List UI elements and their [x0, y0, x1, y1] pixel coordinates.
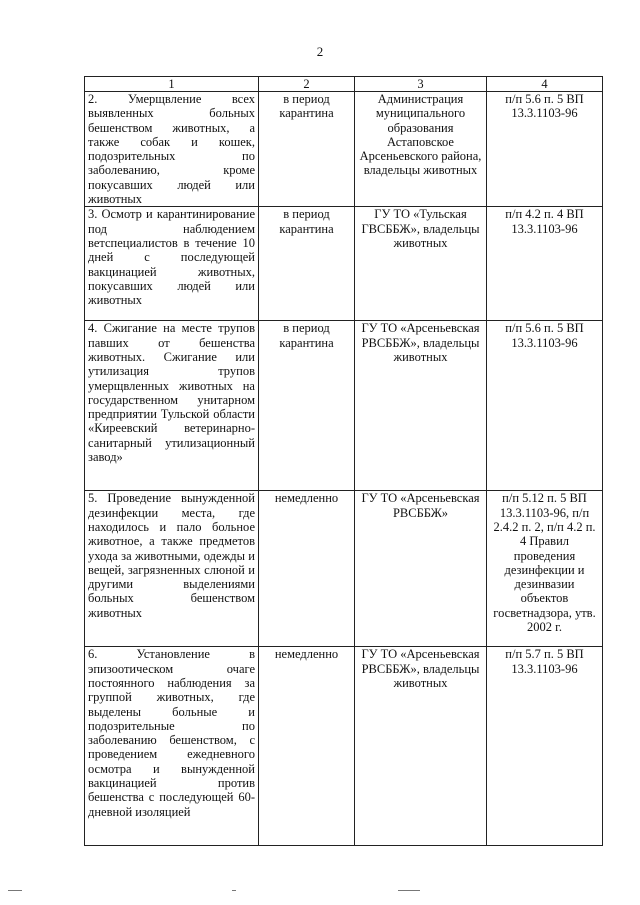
column-header-1: 1 — [85, 77, 259, 92]
column-header-4: 4 — [487, 77, 603, 92]
measures-table — [84, 76, 603, 846]
scan-artifact — [398, 890, 420, 891]
executor-cell: ГУ ТО «Арсеньевская РВСББЖ», владельцы животных — [355, 647, 487, 846]
table-row — [85, 647, 603, 846]
scan-artifact — [232, 890, 236, 891]
executor-cell: ГУ ТО «Арсеньевская РВСББЖ», владельцы животных — [355, 321, 487, 491]
executor-cell: Администрация муниципального образования Астаповское Арсеньевского района, владельцы животных — [355, 92, 487, 207]
table-row — [85, 321, 603, 491]
executor-cell: ГУ ТО «Тульская ГВСББЖ», владельцы животных — [355, 207, 487, 321]
reference-cell: п/п 5.7 п. 5 ВП 13.3.1103-96 — [487, 647, 603, 846]
table-row — [85, 207, 603, 321]
action-cell: 3. Осмотр и карантинирование под наблюдением ветспециалистов в течение 10 дней с последующей вакцинацией животных, покусавших людей или животных — [85, 207, 259, 321]
action-cell: 4. Сжигание на месте трупов павших от бешенства животных. Сжигание или утилизация трупов умерщвленных животных на государственном унитарном предприятии Тульской области «Киреевский ветеринарно-санитарный утилизационный завод» — [85, 321, 259, 491]
deadline-cell: в период карантина — [259, 207, 355, 321]
action-cell: 5. Проведение вынужденной дезинфекции места, где находилось и пало больное животное, а также предметов ухода за животными, одежды и вещей, загрязненных слюной и другими выделениями больных бешенством животных — [85, 491, 259, 647]
reference-cell: п/п 4.2 п. 4 ВП 13.3.1103-96 — [487, 207, 603, 321]
table-row — [85, 92, 603, 207]
reference-cell: п/п 5.6 п. 5 ВП 13.3.1103-96 — [487, 321, 603, 491]
reference-cell: п/п 5.6 п. 5 ВП 13.3.1103-96 — [487, 92, 603, 207]
deadline-cell: немедленно — [259, 491, 355, 647]
action-cell: 2. Умерщвление всех выявленных больных бешенством животных, а также собак и кошек, подозрительных по заболеванию, кроме покусавших людей или животных — [85, 92, 259, 207]
executor-cell: ГУ ТО «Арсеньевская РВСББЖ» — [355, 491, 487, 647]
page-number: 2 — [316, 44, 324, 59]
scan-artifact — [8, 890, 22, 891]
deadline-cell: в период карантина — [259, 321, 355, 491]
column-header-2: 2 — [259, 77, 355, 92]
action-cell: 6. Установление в эпизоотическом очаге постоянного наблюдения за группой животных, где выделены больные и подозрительные по заболеванию бешенством, с проведением ежедневного осмотра и вынужденной вакцинацией против бешенства с последующей 60-дневной изоляцией — [85, 647, 259, 846]
table-header-row — [85, 77, 603, 92]
column-header-3: 3 — [355, 77, 487, 92]
table-row — [85, 491, 603, 647]
reference-cell: п/п 5.12 п. 5 ВП 13.3.1103-96, п/п 2.4.2 п. 2, п/п 4.2 п. 4 Правил проведения дезинфекции и дезинвазии объектов госветнадзора, утв. 2002 г. — [487, 491, 603, 647]
deadline-cell: немедленно — [259, 647, 355, 846]
deadline-cell: в период карантина — [259, 92, 355, 207]
